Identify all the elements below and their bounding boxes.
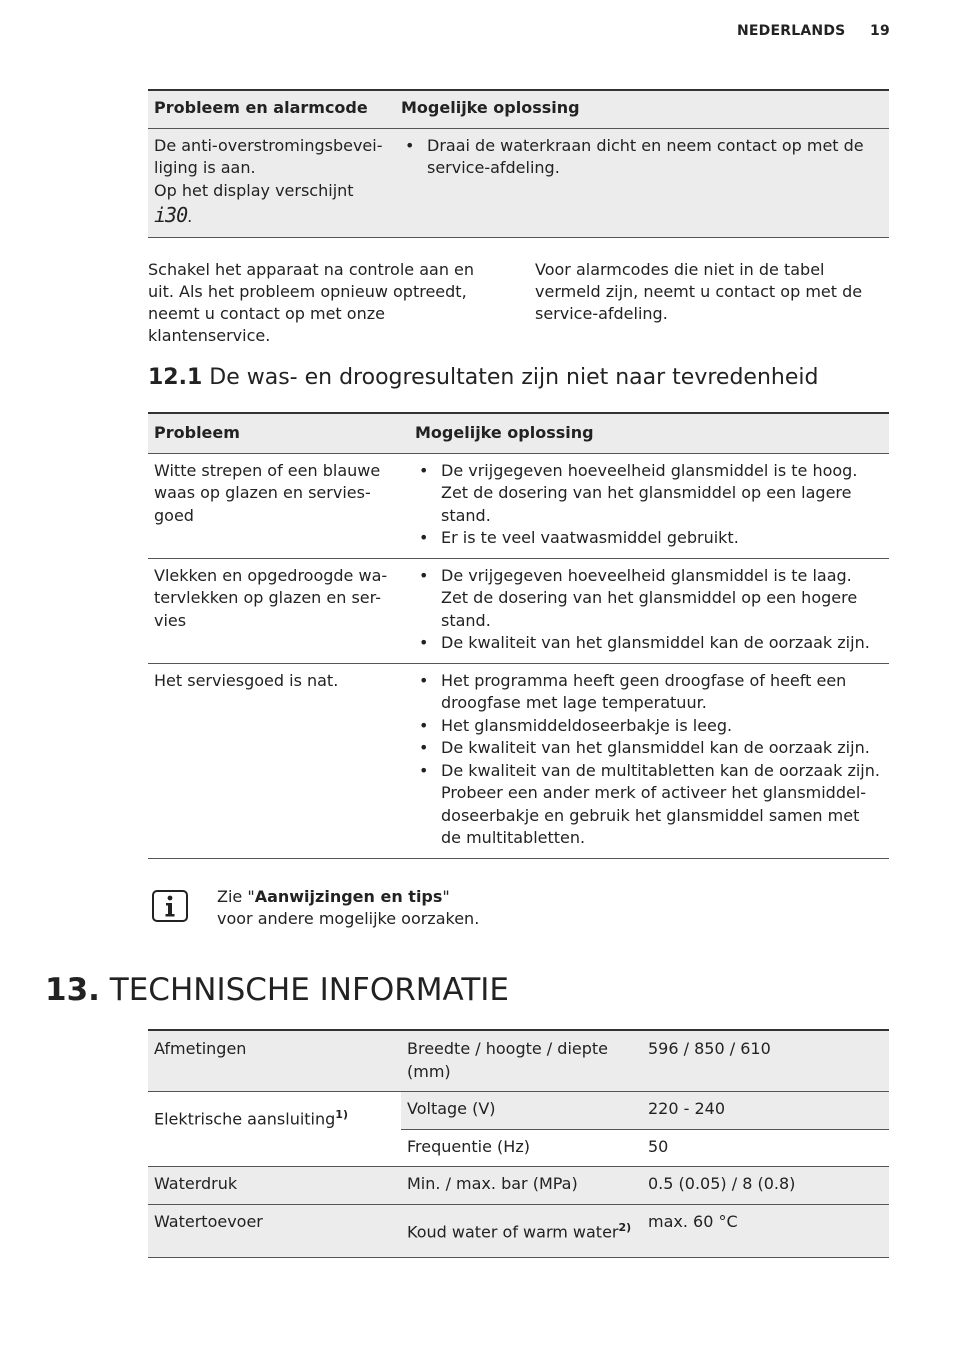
- info-note-link: Aanwijzingen en tips: [254, 887, 443, 906]
- tech-value: 220 - 240: [648, 1099, 726, 1118]
- display-code-line: [154, 202, 389, 229]
- page-number: 19: [870, 23, 890, 39]
- info-note-text: [217, 886, 482, 930]
- solution-item: • Het glansmiddeldoseerbakje is leeg.: [415, 715, 881, 738]
- tech-label: Waterdruk: [154, 1174, 238, 1193]
- solution-list: [401, 135, 869, 180]
- solution-item: • Er is te veel vaatwasmiddel gebruikt.: [415, 527, 871, 550]
- table-header-row: [148, 90, 889, 128]
- section-12-1-heading: [148, 364, 818, 392]
- tech-param-text: Koud water of warm water: [407, 1221, 619, 1241]
- tech-param: Frequentie (Hz): [407, 1136, 530, 1156]
- tech-label: Watertoevoer: [154, 1211, 263, 1231]
- solution-cell: [409, 558, 889, 663]
- solution-cell: [409, 453, 889, 558]
- table-row: [148, 558, 889, 663]
- footnote-marker: 1): [335, 1108, 348, 1121]
- paragraph-right: Voor alarmcodes die niet in de tabel vermeld zijn, neemt u contact op met de service-afdeling.: [535, 260, 863, 323]
- alarm-table: [148, 89, 889, 238]
- problem-cell: Vlekken en opgedroogde wa-tervlekken op glazen en ser-vies: [154, 565, 388, 630]
- problem-cell: Het serviesgoed is nat.: [154, 670, 339, 690]
- problem-cell: Witte strepen of een blauwe waas op glazen en servies-goed: [154, 460, 381, 525]
- tech-param: [401, 1204, 642, 1258]
- tech-param: Min. / max. bar (MPa): [407, 1174, 578, 1193]
- results-table: [148, 412, 889, 859]
- column-header-problem: Probleem: [154, 423, 240, 442]
- display-code: i30: [154, 203, 188, 227]
- tech-value: max. 60 °C: [648, 1211, 738, 1231]
- info-icon: [152, 890, 188, 922]
- info-note-prefix: Zie ": [217, 887, 255, 906]
- problem-line: Op het display verschijnt: [154, 180, 354, 200]
- problem-line: De anti-overstromingsbevei-: [154, 135, 383, 155]
- tech-param: Voltage (V): [407, 1099, 496, 1118]
- solution-list: [415, 565, 877, 655]
- section-number: 12.1: [148, 365, 203, 390]
- table-row: [148, 453, 889, 558]
- solution-item: • Het programma heeft geen droogfase of heeft een droogfase met lage temperatuur.: [415, 670, 881, 715]
- tech-label: [148, 1092, 401, 1167]
- header-language: NEDERLANDS: [737, 23, 846, 39]
- table-row: [148, 1204, 889, 1258]
- solution-item: • De vrijgegeven hoeveelheid glansmiddel is te hoog. Zet de dosering van het glansmiddel op een lagere stand.: [415, 460, 871, 528]
- table-row: [148, 1030, 889, 1092]
- tech-value: 596 / 850 / 610: [648, 1039, 771, 1058]
- tech-param: Breedte / hoogte / diepte (mm): [407, 1039, 608, 1081]
- table-row: [148, 663, 889, 858]
- tech-table: [148, 1029, 889, 1258]
- solution-item: • De kwaliteit van het glansmiddel kan de oorzaak zijn.: [415, 632, 877, 655]
- solution-item: • Draai de waterkraan dicht en neem contact op met de service-afdeling.: [401, 135, 869, 180]
- problem-line: liging is aan.: [154, 158, 256, 177]
- column-header-problem: Probleem en alarmcode: [154, 98, 368, 117]
- table-header-row: [148, 413, 889, 453]
- solution-list: [415, 460, 871, 550]
- paragraph-left: Schakel het apparaat na controle aan en uit. Als het probleem opnieuw optreedt, neemt u contact op met onze klantenservice.: [148, 260, 475, 345]
- solution-cell: [395, 128, 889, 237]
- display-code-suffix: .: [187, 207, 193, 226]
- column-header-solution: Mogelijke oplossing: [415, 423, 594, 442]
- column-header-solution: Mogelijke oplossing: [401, 98, 580, 117]
- section-title: De was- en droogresultaten zijn niet naar tevredenheid: [209, 365, 819, 390]
- table-row: [148, 1167, 889, 1205]
- info-note-rest: voor andere mogelijke oorzaken.: [217, 909, 480, 928]
- section-number: 13.: [45, 972, 100, 1008]
- table-row: [148, 1092, 889, 1130]
- problem-cell: [148, 128, 395, 237]
- solution-cell: [409, 663, 889, 858]
- tech-label: Afmetingen: [154, 1039, 247, 1058]
- info-note-suffix: ": [442, 887, 450, 906]
- solution-item: • De kwaliteit van de multitabletten kan de oorzaak zijn. Probeer een ander merk of activeer het glansmiddel-doseerbakje en gebruik het glansmiddel samen met de multitabletten.: [415, 760, 881, 850]
- section-title: TECHNISCHE INFORMATIE: [109, 972, 509, 1008]
- solution-item: • De vrijgegeven hoeveelheid glansmiddel is te laag. Zet de dosering van het glansmiddel op een hogere stand.: [415, 565, 877, 633]
- tech-value: 50: [648, 1136, 669, 1156]
- tech-value: 0.5 (0.05) / 8 (0.8): [648, 1174, 796, 1193]
- table-row: [148, 128, 889, 237]
- solution-list: [415, 670, 881, 850]
- tech-label-text: Elektrische aansluiting: [154, 1109, 336, 1129]
- solution-item: • De kwaliteit van het glansmiddel kan de oorzaak zijn.: [415, 737, 881, 760]
- info-glyph: [154, 892, 186, 920]
- section-13-heading: [45, 970, 509, 1010]
- footnote-marker: 2): [618, 1220, 632, 1234]
